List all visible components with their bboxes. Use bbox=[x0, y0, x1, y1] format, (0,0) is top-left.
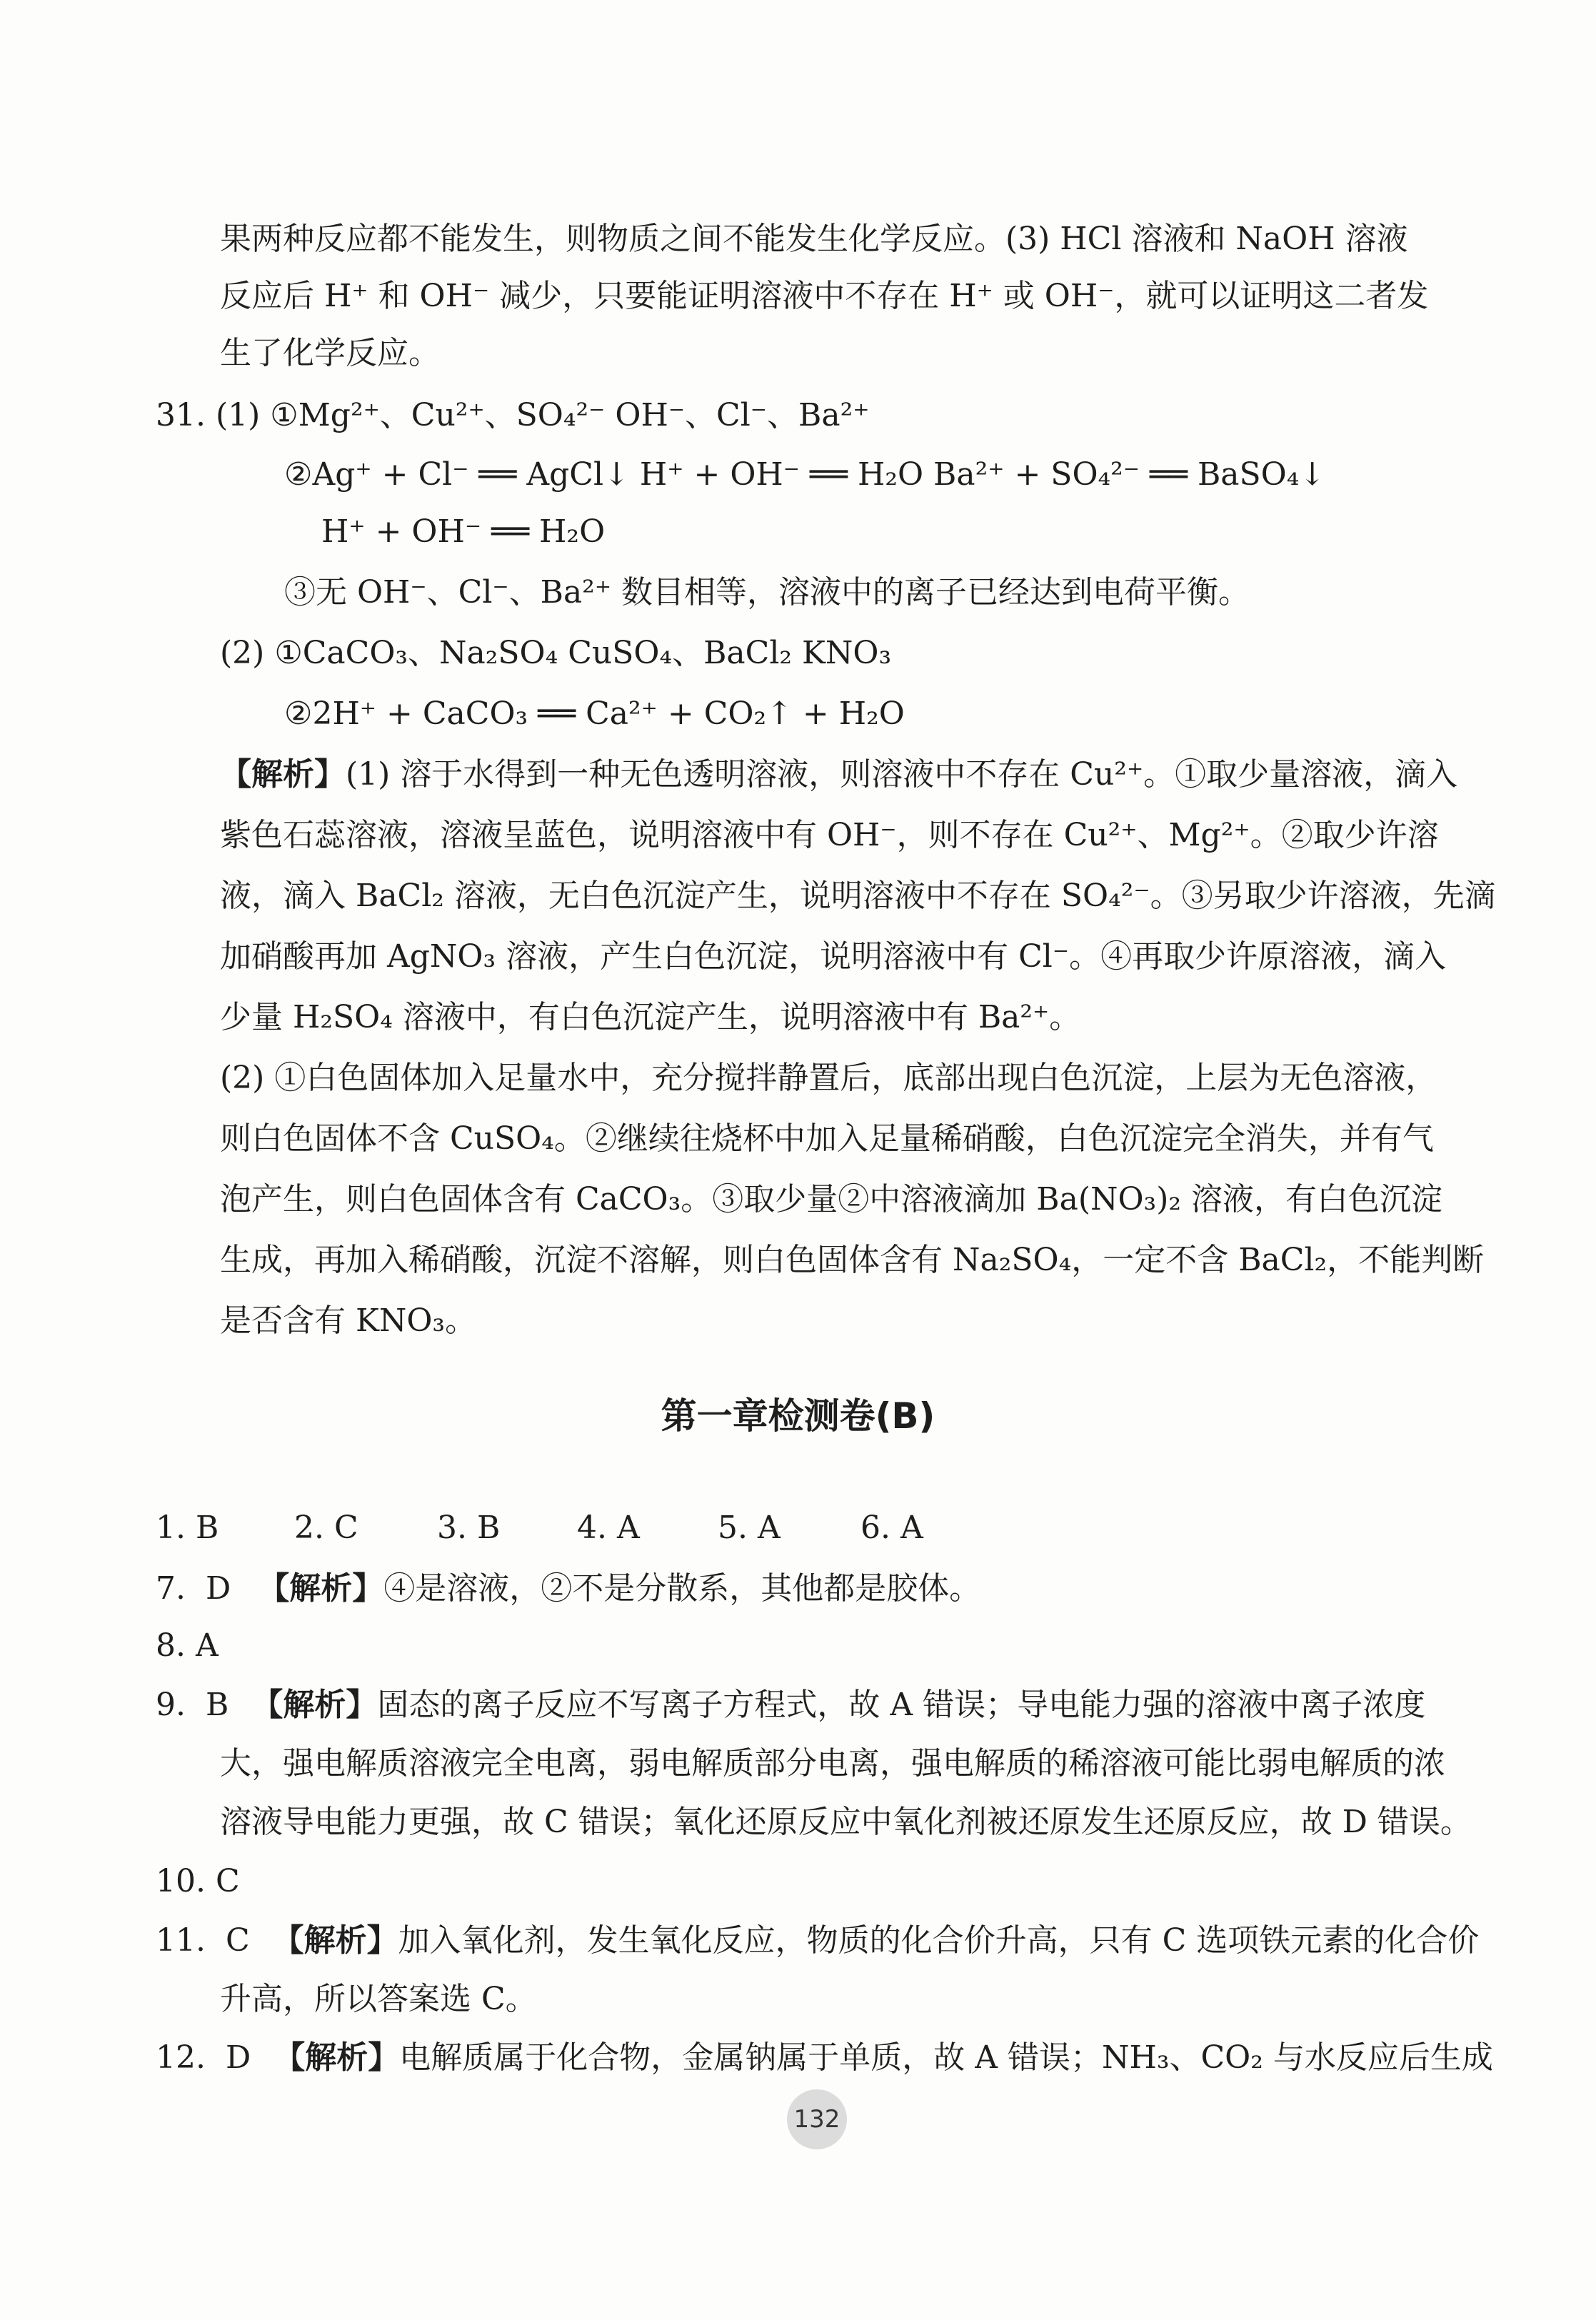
answer-q11 bbox=[156, 1919, 1479, 1962]
analysis-tag: 【解析】 bbox=[251, 1687, 378, 1723]
q31-line-2: ②Ag⁺ + Cl⁻ ══ AgCl↓ H⁺ + OH⁻ ══ H₂O Ba²⁺ + SO₄²⁻ ══ BaSO₄↓ bbox=[284, 456, 1326, 493]
q-answer: D bbox=[205, 1570, 231, 1607]
q31-line-6: ②2H⁺ + CaCO₃ ══ Ca²⁺ + CO₂↑ + H₂O bbox=[284, 696, 905, 732]
q-number: 11. bbox=[156, 1922, 206, 1959]
q31-line-4: ③无 OH⁻、Cl⁻、Ba²⁺ 数目相等，溶液中的离子已经达到电荷平衡。 bbox=[284, 574, 1250, 611]
q-answer: D bbox=[225, 2039, 251, 2076]
answer-q9-cont: 大，强电解质溶液完全电离，弱电解质部分电离，强电解质的稀溶液可能比弱电解质的浓 bbox=[220, 1745, 1445, 1782]
answer-q11-cont: 升高，所以答案选 C。 bbox=[220, 1981, 537, 2017]
q-answer: C bbox=[225, 1922, 250, 1959]
analysis-text: (1) 溶于水得到一种无色透明溶液，则溶液中不存在 Cu²⁺。①取少量溶液，滴入 bbox=[346, 756, 1458, 793]
q-analysis: ④是溶液，②不是分散系，其他都是胶体。 bbox=[383, 1570, 981, 1607]
q31-line-3: H⁺ + OH⁻ ══ H₂O bbox=[321, 513, 606, 550]
analysis-tag: 【解析】 bbox=[273, 2039, 400, 2076]
q-analysis: 加入氧化剂，发生氧化反应，物质的化合价升高，只有 C 选项铁元素的化合价 bbox=[398, 1922, 1480, 1959]
answer-item: 5. A bbox=[718, 1510, 781, 1546]
answer-item: 4. A bbox=[577, 1510, 640, 1546]
answer-q9-cont: 溶液导电能力更强，故 C 错误；氧化还原反应中氧化剂被还原发生还原反应，故 D 错误。 bbox=[220, 1804, 1472, 1840]
analysis-line bbox=[220, 753, 1457, 796]
text-line: 生了化学反应。 bbox=[220, 335, 440, 371]
q-analysis: 电解质属于化合物，金属钠属于单质，故 A 错误；NH₃、CO₂ 与水反应后生成 bbox=[399, 2039, 1493, 2076]
analysis-line: 少量 H₂SO₄ 溶液中，有白色沉淀产生，说明溶液中有 Ba²⁺。 bbox=[220, 999, 1081, 1035]
answer-q9 bbox=[156, 1684, 1425, 1727]
analysis-line: (2) ①白色固体加入足量水中，充分搅拌静置后，底部出现白色沉淀，上层为无色溶液， bbox=[220, 1060, 1437, 1096]
q-number: 12. bbox=[156, 2039, 206, 2076]
analysis-line: 紫色石蕊溶液，溶液呈蓝色，说明溶液中有 OH⁻，则不存在 Cu²⁺、Mg²⁺。②取少许溶 bbox=[220, 817, 1439, 853]
q31-line-1: 31. (1) ①Mg²⁺、Cu²⁺、SO₄²⁻ OH⁻、Cl⁻、Ba²⁺ bbox=[156, 397, 870, 433]
analysis-tag: 【解析】 bbox=[272, 1922, 398, 1959]
q-number: 9. bbox=[156, 1687, 186, 1723]
analysis-line: 泡产生，则白色固体含有 CaCO₃。③取少量②中溶液滴加 Ba(NO₃)₂ 溶液，有白色沉淀 bbox=[220, 1181, 1442, 1217]
section-title: 第一章检测卷(B) bbox=[661, 1395, 935, 1437]
answer-q7 bbox=[156, 1567, 980, 1610]
analysis-line: 液，滴入 BaCl₂ 溶液，无白色沉淀产生，说明溶液中不存在 SO₄²⁻。③另取少许溶液，先滴 bbox=[220, 878, 1496, 914]
analysis-tag: 【解析】 bbox=[258, 1570, 384, 1607]
analysis-tag: 【解析】 bbox=[220, 756, 346, 793]
answer-q8: 8. A bbox=[156, 1627, 219, 1664]
analysis-line: 生成，再加入稀硝酸，沉淀不溶解，则白色固体含有 Na₂SO₄，一定不含 BaCl₂，不能判断 bbox=[220, 1242, 1485, 1278]
q31-line-5: (2) ①CaCO₃、Na₂SO₄ CuSO₄、BaCl₂ KNO₃ bbox=[220, 635, 892, 671]
q-answer: B bbox=[205, 1687, 229, 1723]
text-line: 反应后 H⁺ 和 OH⁻ 减少，只要能证明溶液中不存在 H⁺ 或 OH⁻，就可以证明这二者发 bbox=[220, 278, 1429, 314]
answer-item: 6. A bbox=[860, 1510, 923, 1546]
answer-q12 bbox=[156, 2037, 1493, 2079]
page-number: 132 bbox=[787, 2089, 847, 2149]
answer-item: 3. B bbox=[437, 1510, 501, 1546]
analysis-line: 则白色固体不含 CuSO₄。②继续往烧杯中加入足量稀硝酸，白色沉淀完全消失，并有气 bbox=[220, 1120, 1434, 1157]
answer-item: 1. B bbox=[156, 1510, 219, 1546]
analysis-line: 是否含有 KNO₃。 bbox=[220, 1302, 477, 1339]
answer-q10: 10. C bbox=[156, 1863, 240, 1899]
text-line: 果两种反应都不能发生，则物质之间不能发生化学反应。(3) HCl 溶液和 NaOH 溶液 bbox=[220, 221, 1408, 257]
q-analysis: 固态的离子反应不写离子方程式，故 A 错误；导电能力强的溶液中离子浓度 bbox=[377, 1687, 1426, 1723]
answer-item: 2. C bbox=[294, 1510, 358, 1546]
q-number: 7. bbox=[156, 1570, 186, 1607]
analysis-line: 加硝酸再加 AgNO₃ 溶液，产生白色沉淀，说明溶液中有 Cl⁻。④再取少许原溶液，滴入 bbox=[220, 938, 1447, 975]
